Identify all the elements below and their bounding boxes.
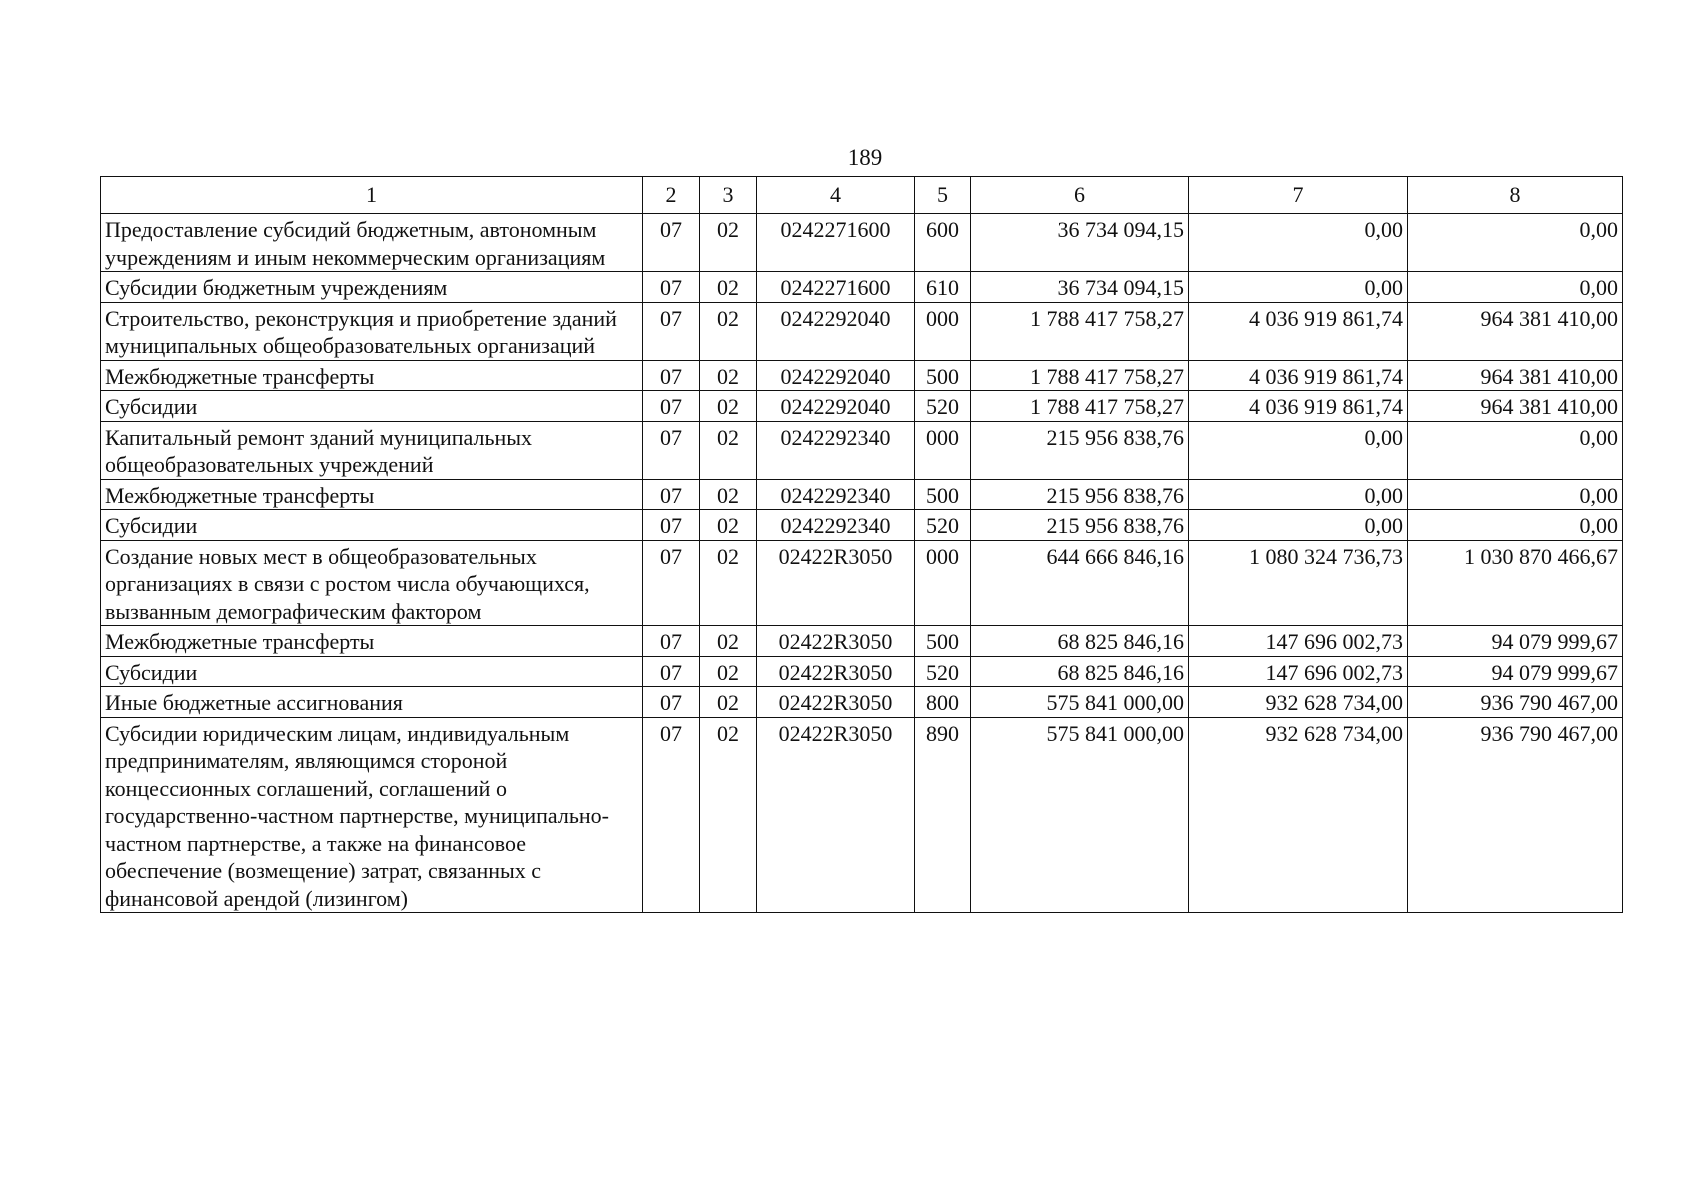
row-name-cell: Предоставление субсидий бюджетным, автономным учреждениям и иным некоммерческим организациям xyxy=(101,214,643,272)
amount-cell-col6: 644 666 846,16 xyxy=(971,540,1189,626)
subsection-cell: 02 xyxy=(700,656,757,687)
amount-cell-col8: 94 079 999,67 xyxy=(1408,626,1623,657)
row-name-cell: Межбюджетные трансферты xyxy=(101,626,643,657)
subsection-cell: 02 xyxy=(700,626,757,657)
table-row xyxy=(101,302,1623,360)
target-article-cell: 0242292340 xyxy=(757,421,915,479)
table-row xyxy=(101,214,1623,272)
expense-type-cell: 000 xyxy=(915,540,971,626)
page-number: 189 xyxy=(847,145,883,170)
amount-cell-col8: 1 030 870 466,67 xyxy=(1408,540,1623,626)
section-cell: 07 xyxy=(643,510,700,541)
amount-cell-col7: 1 080 324 736,73 xyxy=(1189,540,1408,626)
amount-cell-col7: 932 628 734,00 xyxy=(1189,717,1408,913)
section-cell: 07 xyxy=(643,687,700,718)
row-name-cell: Создание новых мест в общеобразовательных организациях в связи с ростом числа обучающихся, вызванным демографическим фактором xyxy=(101,540,643,626)
amount-cell-col8: 964 381 410,00 xyxy=(1408,302,1623,360)
row-name-cell: Субсидии xyxy=(101,391,643,422)
amount-cell-col7: 0,00 xyxy=(1189,421,1408,479)
expense-type-cell: 890 xyxy=(915,717,971,913)
target-article-cell: 0242292340 xyxy=(757,510,915,541)
amount-cell-col6: 215 956 838,76 xyxy=(971,510,1189,541)
row-name-cell: Субсидии xyxy=(101,656,643,687)
section-cell: 07 xyxy=(643,391,700,422)
table-row xyxy=(101,626,1623,657)
target-article-cell: 0242271600 xyxy=(757,214,915,272)
expense-type-cell: 500 xyxy=(915,626,971,657)
amount-cell-col8: 0,00 xyxy=(1408,214,1623,272)
row-name-cell: Субсидии xyxy=(101,510,643,541)
amount-cell-col7: 4 036 919 861,74 xyxy=(1189,391,1408,422)
expense-type-cell: 500 xyxy=(915,479,971,510)
target-article-cell: 02422R3050 xyxy=(757,656,915,687)
subsection-cell: 02 xyxy=(700,214,757,272)
amount-cell-col6: 68 825 846,16 xyxy=(971,626,1189,657)
amount-cell-col7: 4 036 919 861,74 xyxy=(1189,302,1408,360)
amount-cell-col8: 0,00 xyxy=(1408,479,1623,510)
amount-cell-col7: 932 628 734,00 xyxy=(1189,687,1408,718)
section-cell: 07 xyxy=(643,717,700,913)
target-article-cell: 02422R3050 xyxy=(757,687,915,718)
amount-cell-col7: 4 036 919 861,74 xyxy=(1189,360,1408,391)
section-cell: 07 xyxy=(643,421,700,479)
column-header: 7 xyxy=(1189,177,1408,214)
amount-cell-col6: 575 841 000,00 xyxy=(971,687,1189,718)
table-row xyxy=(101,391,1623,422)
amount-cell-col8: 0,00 xyxy=(1408,272,1623,303)
column-header: 2 xyxy=(643,177,700,214)
table-row xyxy=(101,479,1623,510)
target-article-cell: 0242292040 xyxy=(757,302,915,360)
budget-table xyxy=(100,176,1623,913)
column-header: 8 xyxy=(1408,177,1623,214)
subsection-cell: 02 xyxy=(700,510,757,541)
amount-cell-col6: 1 788 417 758,27 xyxy=(971,391,1189,422)
column-header: 1 xyxy=(101,177,643,214)
amount-cell-col7: 147 696 002,73 xyxy=(1189,656,1408,687)
amount-cell-col8: 0,00 xyxy=(1408,510,1623,541)
column-header: 5 xyxy=(915,177,971,214)
section-cell: 07 xyxy=(643,360,700,391)
row-name-cell: Межбюджетные трансферты xyxy=(101,479,643,510)
subsection-cell: 02 xyxy=(700,421,757,479)
subsection-cell: 02 xyxy=(700,717,757,913)
row-name-cell: Межбюджетные трансферты xyxy=(101,360,643,391)
amount-cell-col6: 215 956 838,76 xyxy=(971,421,1189,479)
target-article-cell: 02422R3050 xyxy=(757,717,915,913)
expense-type-cell: 610 xyxy=(915,272,971,303)
expense-type-cell: 000 xyxy=(915,421,971,479)
table-row xyxy=(101,717,1623,913)
section-cell: 07 xyxy=(643,272,700,303)
target-article-cell: 0242292040 xyxy=(757,360,915,391)
target-article-cell: 0242292340 xyxy=(757,479,915,510)
expense-type-cell: 000 xyxy=(915,302,971,360)
amount-cell-col6: 1 788 417 758,27 xyxy=(971,302,1189,360)
amount-cell-col7: 0,00 xyxy=(1189,272,1408,303)
section-cell: 07 xyxy=(643,479,700,510)
subsection-cell: 02 xyxy=(700,479,757,510)
expense-type-cell: 800 xyxy=(915,687,971,718)
amount-cell-col6: 575 841 000,00 xyxy=(971,717,1189,913)
section-cell: 07 xyxy=(643,302,700,360)
target-article-cell: 0242292040 xyxy=(757,391,915,422)
table-row xyxy=(101,272,1623,303)
subsection-cell: 02 xyxy=(700,302,757,360)
section-cell: 07 xyxy=(643,214,700,272)
row-name-cell: Субсидии бюджетным учреждениям xyxy=(101,272,643,303)
amount-cell-col8: 964 381 410,00 xyxy=(1408,360,1623,391)
section-cell: 07 xyxy=(643,626,700,657)
row-name-cell: Субсидии юридическим лицам, индивидуальным предпринимателям, являющимся стороной концессионных соглашений, соглашений о государственно-частном партнерстве, муниципально-частном партнерстве, а также на финансовое обеспечение (возмещение) затрат, связанных с финансовой арендой (лизингом) xyxy=(101,717,643,913)
table-header-row xyxy=(101,177,1623,214)
amount-cell-col6: 68 825 846,16 xyxy=(971,656,1189,687)
column-header: 3 xyxy=(700,177,757,214)
expense-type-cell: 500 xyxy=(915,360,971,391)
expense-type-cell: 520 xyxy=(915,391,971,422)
amount-cell-col6: 36 734 094,15 xyxy=(971,272,1189,303)
row-name-cell: Строительство, реконструкция и приобретение зданий муниципальных общеобразовательных организаций xyxy=(101,302,643,360)
target-article-cell: 0242271600 xyxy=(757,272,915,303)
table-row xyxy=(101,656,1623,687)
subsection-cell: 02 xyxy=(700,540,757,626)
table-row xyxy=(101,540,1623,626)
subsection-cell: 02 xyxy=(700,272,757,303)
amount-cell-col6: 36 734 094,15 xyxy=(971,214,1189,272)
section-cell: 07 xyxy=(643,656,700,687)
expense-type-cell: 520 xyxy=(915,510,971,541)
row-name-cell: Иные бюджетные ассигнования xyxy=(101,687,643,718)
target-article-cell: 02422R3050 xyxy=(757,626,915,657)
table-row xyxy=(101,421,1623,479)
amount-cell-col7: 0,00 xyxy=(1189,214,1408,272)
amount-cell-col7: 147 696 002,73 xyxy=(1189,626,1408,657)
amount-cell-col6: 215 956 838,76 xyxy=(971,479,1189,510)
amount-cell-col8: 936 790 467,00 xyxy=(1408,717,1623,913)
amount-cell-col7: 0,00 xyxy=(1189,510,1408,541)
target-article-cell: 02422R3050 xyxy=(757,540,915,626)
row-name-cell: Капитальный ремонт зданий муниципальных общеобразовательных учреждений xyxy=(101,421,643,479)
amount-cell-col6: 1 788 417 758,27 xyxy=(971,360,1189,391)
amount-cell-col8: 964 381 410,00 xyxy=(1408,391,1623,422)
subsection-cell: 02 xyxy=(700,360,757,391)
subsection-cell: 02 xyxy=(700,391,757,422)
column-header: 6 xyxy=(971,177,1189,214)
amount-cell-col7: 0,00 xyxy=(1189,479,1408,510)
amount-cell-col8: 0,00 xyxy=(1408,421,1623,479)
subsection-cell: 02 xyxy=(700,687,757,718)
table-row xyxy=(101,687,1623,718)
table-row xyxy=(101,510,1623,541)
table-row xyxy=(101,360,1623,391)
column-header: 4 xyxy=(757,177,915,214)
amount-cell-col8: 936 790 467,00 xyxy=(1408,687,1623,718)
section-cell: 07 xyxy=(643,540,700,626)
amount-cell-col8: 94 079 999,67 xyxy=(1408,656,1623,687)
expense-type-cell: 520 xyxy=(915,656,971,687)
expense-type-cell: 600 xyxy=(915,214,971,272)
